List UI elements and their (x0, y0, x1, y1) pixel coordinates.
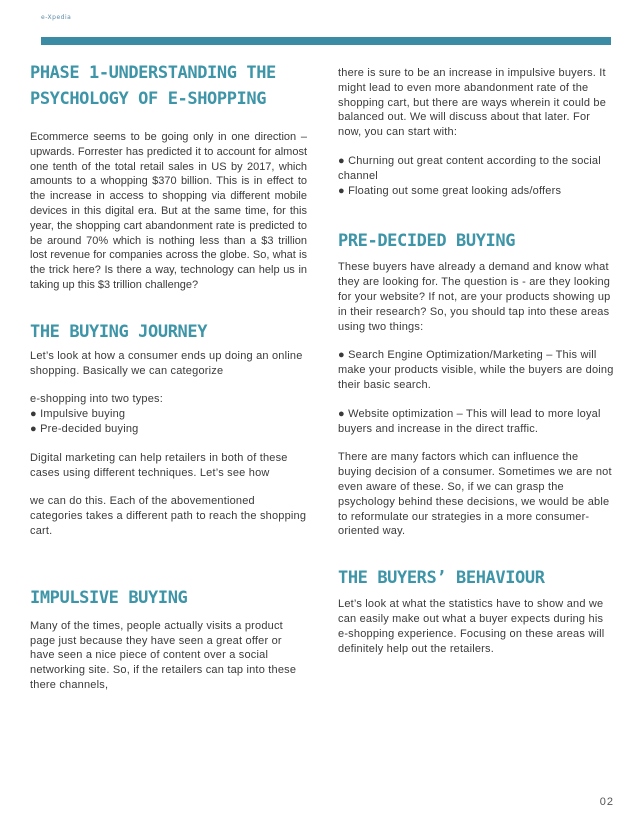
journey-bullet-predecided: ● Pre-decided buying (30, 422, 139, 435)
behaviour-heading: THE BUYERS’ BEHAVIOUR (338, 568, 545, 589)
journey-paragraph-4: we can do this. Each of the abovementioned categories takes a different path to reach the shopping cart. (30, 495, 307, 537)
journey-paragraph-2: e-shopping into two types: (30, 393, 163, 406)
header-accent-bar (41, 37, 611, 45)
predecided-bullet-website: ● Website optimization – This will lead to more loyal buyers and increase in the direct traffic. (338, 407, 601, 435)
left-column (30, 60, 307, 693)
impulsive-body: Many of the times, people actually visits a product page just because they have seen a great offer or have seen a nice piece of content over a social networking site. So, if the retailers can tap into these there channels, (30, 619, 297, 691)
journey-paragraph-3: Digital marketing can help retailers in both of these cases using different techniques. Let’s see how (30, 451, 288, 479)
behaviour-body: Let’s look at what the statistics have to show and we can easily make out what a buyer expects during his e-shopping experience. Focusing on these areas will definitely help out the retailers. (338, 598, 605, 655)
continued-body: there is sure to be an increase in impulsive buyers. It might lead to even more abandonment rate of the shopping cart, but there are ways wherein it could be balanced out. We will discuss about that later. For now, you can start with: (338, 67, 607, 139)
journey-paragraph-1: Let’s look at how a consumer ends up doing an online shopping. Basically we can categorize (30, 349, 303, 377)
brand-logo: e-Xpedia (41, 14, 72, 21)
page-number: 02 (599, 796, 614, 808)
predecided-paragraph-2: There are many factors which can influence the buying decision of a consumer. Sometimes we are not even aware of these. So, if we can grasp the psychology behind these decisions, we would be able to reformulate our strategies in a more consumer-oriented way. (338, 451, 612, 538)
phase1-heading: PHASE 1-UNDERSTANDING THE PSYCHOLOGY OF E-SHOPPING (30, 63, 276, 109)
content-bullet-2: ● Floating out some great looking ads/offers (338, 184, 562, 197)
right-column (338, 60, 615, 656)
predecided-heading: PRE-DECIDED BUYING (338, 231, 516, 252)
predecided-bullet-seo: ● Search Engine Optimization/Marketing – This will make your products visible, while the buyers are doing their basic search. (338, 349, 614, 391)
predecided-body: These buyers have already a demand and know what they are looking for. The question is - are they looking for your website? If not, are your products showing up in their research? So, you should tap into these areas using two things: (338, 261, 611, 333)
impulsive-heading: IMPULSIVE BUYING (30, 587, 188, 608)
journey-heading: THE BUYING JOURNEY (30, 321, 208, 342)
content-bullet-1: ● Churning out great content according to the social channel (338, 154, 601, 182)
journey-bullet-impulsive: ● Impulsive buying (30, 408, 126, 421)
phase1-body: Ecommerce seems to be going only in one direction – upwards. Forrester has predicted it to account for almost one tenth of the total retail sales in US by 2017, which amounts to a whopping $370 billion. This is in effect to the increase in access to shopping via different mobile devices in this digital era. But at the same time, for this year, the shopping cart abandonment rate is predicted to be around 70% which is nothing less than a $3 trillion lost revenue for companies across the globe. So, what is the trick here? Is there a way, technology can help us in taking up this $3 trillion challenge? (30, 131, 307, 291)
